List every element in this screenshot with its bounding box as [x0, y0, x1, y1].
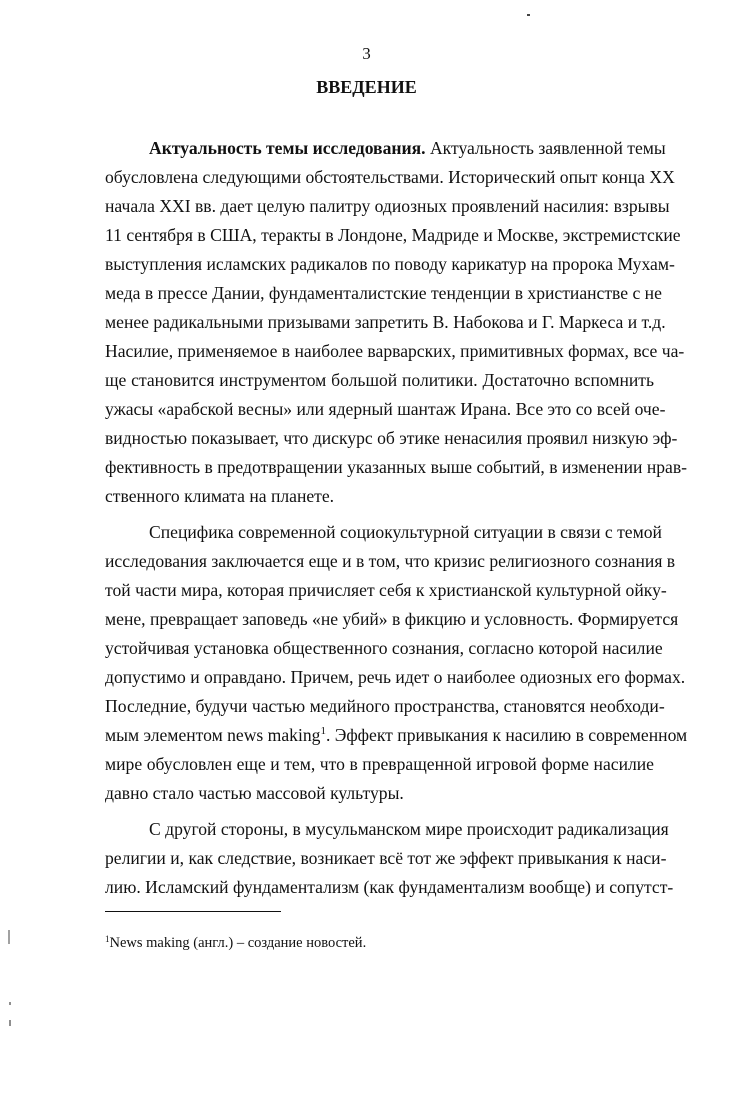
- paragraph-line: давно стало частью массовой культуры.: [105, 783, 404, 803]
- paragraph-line: ужасы «арабской весны» или ядерный шантаж Ирана. Все это со всей оче-: [105, 399, 666, 419]
- paragraph-line: меда в прессе Дании, фундаменталистские тенденции в христианстве с не: [105, 283, 662, 303]
- paragraph-line: мене, превращает заповедь «не убий» в фикцию и условность. Формируется: [105, 609, 679, 629]
- paragraph-line: С другой стороны, в мусульманском мире происходит радикализация: [149, 819, 669, 839]
- scan-speck: [9, 1020, 11, 1026]
- paragraph-line: фективность в предотвращении указанных выше событий, в изменении нрав-: [105, 457, 688, 477]
- paragraph-line: исследования заключается еще и в том, что кризис религиозного сознания в: [105, 551, 676, 571]
- footnote: [105, 934, 654, 952]
- paragraph-line: устойчивая установка общественного сознания, согласно которой насилие: [105, 638, 663, 658]
- paragraph-line: мире обусловлен еще и тем, что в превращенной игровой форме насилие: [105, 754, 654, 774]
- scan-speck: [9, 1002, 11, 1005]
- body-text: [105, 134, 688, 902]
- footnote-text: News making (англ.) – создание новостей.: [109, 935, 367, 951]
- paragraph-line: допустимо и оправдано. Причем, речь идет о наиболее одиозных его формах.: [105, 667, 686, 687]
- scan-speck: [8, 930, 10, 944]
- paragraph-line: ственного климата на планете.: [105, 486, 335, 506]
- paragraph-line: [105, 134, 666, 163]
- paragraph-line: обусловлена следующими обстоятельствами. Исторический опыт конца XX: [105, 167, 675, 187]
- paragraph-line: Насилие, применяемое в наиболее варварских, примитивных формах, все ча-: [105, 341, 685, 361]
- paragraph-line: лию. Исламский фундаментализм (как фундаментализм вообще) и сопутст-: [105, 877, 674, 897]
- paragraph-line: той части мира, которая причисляет себя к христианской культурной ойку-: [105, 580, 667, 600]
- paragraph-line: начала XXI вв. дает целую палитру одиозных проявлений насилия: взрывы: [105, 196, 670, 216]
- section-lead: Актуальность темы исследования.: [149, 138, 426, 158]
- paragraph-line: выступления исламских радикалов по поводу карикатур на пророка Мухам-: [105, 254, 675, 274]
- page-number: 3: [362, 44, 371, 63]
- paragraph-line: Специфика современной социокультурной ситуации в связи с темой: [149, 522, 662, 542]
- paragraph-line: видностью показывает, что дискурс об этике ненасилия проявил низкую эф-: [105, 428, 678, 448]
- text-span: Актуальность заявленной темы: [425, 138, 666, 158]
- footnote-divider: [105, 911, 281, 912]
- paragraph-line: [105, 721, 688, 750]
- paragraph-line: 11 сентября в США, теракты в Лондоне, Мадриде и Москве, экстремистские: [105, 225, 681, 245]
- footnote-reference: 1: [320, 725, 326, 737]
- text-span: . Эффект привыкания к насилию в современном: [325, 725, 688, 745]
- page-title: ВВЕДЕНИЕ: [316, 77, 417, 97]
- footnote-number: 1: [105, 934, 110, 944]
- scan-speck: [527, 14, 530, 16]
- paragraph-line: религии и, как следствие, возникает всё тот же эффект привыкания к наси-: [105, 848, 667, 868]
- paragraph-line: менее радикальными призывами запретить В. Набокова и Г. Маркеса и т.д.: [105, 312, 666, 332]
- text-span: мым элементом news making: [105, 725, 321, 745]
- paragraph-line: Последние, будучи частью медийного пространства, становятся необходи-: [105, 696, 665, 716]
- paragraph-line: ще становится инструментом большой политики. Достаточно вспомнить: [105, 370, 654, 390]
